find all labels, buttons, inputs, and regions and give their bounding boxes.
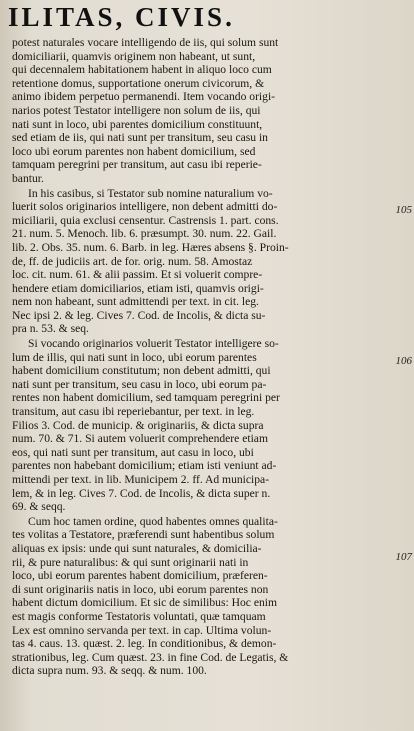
text-line: miciliarii, quia exclusi censentur. Castrensis 1. part. cons.	[12, 213, 279, 227]
text-line: dicta supra num. 93. & seqq. & num. 100.	[12, 664, 207, 678]
text-line: nati sunt in loco, ubi parentes domicilium constituunt,	[12, 117, 263, 131]
body-text	[12, 36, 380, 678]
text-line: tes volitas a Testatore, præferendi sunt habentibus solum	[12, 528, 275, 542]
text-line: aliquas ex ipsis: unde qui sunt naturales, & domicilia-	[12, 541, 262, 555]
text-line: potest naturales vocare intelligendo de iis, qui solum sunt	[12, 36, 279, 49]
text-line: lem, & in leg. Cives 7. Cod. de Incolis, & dicta super n.	[12, 486, 271, 500]
text-line: loc. cit. num. 61. & alii passim. Et si voluerit compre-	[12, 268, 263, 282]
text-line: Nec ipsi 2. & leg. Cives 7. Cod. de Incolis, & dicta su-	[12, 308, 266, 322]
text-line: de, ff. de judiciis art. de for. orig. num. 58. Amostaz	[12, 254, 253, 268]
text-line: strationibus, leg. Cum quæst. 23. in fine Cod. de Legatis, &	[12, 650, 289, 664]
text-line: pra n. 53. & seq.	[12, 322, 89, 336]
text-line: transitum, aut casu ibi reperiebantur, per text. in leg.	[12, 405, 255, 419]
text-line: lib. 2. Obs. 35. num. 6. Barb. in leg. Hæres absens §. Proin-	[12, 240, 289, 254]
text-line: Cum hoc tamen ordine, quod habentes omnes qualita-	[28, 514, 278, 528]
text-line: loco ubi eorum parentes non habent domicilium, sed	[12, 144, 256, 158]
paragraph	[12, 337, 380, 514]
text-line: nem non habeant, sunt admittendi per text. in cit. leg.	[12, 295, 259, 309]
text-line: rii, & pure naturalibus: & qui sunt originarii nati in	[12, 555, 249, 569]
text-line: mittendi per text. in lib. Municipem 2. ff. Ad municipa-	[12, 473, 270, 486]
margin-number-107: 107	[395, 551, 412, 563]
running-head: ILITAS, CIVIS.	[8, 2, 235, 32]
text-line: In his casibus, si Testator sub nomine naturalium vo-	[28, 186, 273, 200]
text-line: 21. num. 5. Menoch. lib. 6. præsumpt. 30. num. 22. Gail.	[12, 227, 277, 241]
text-line: animo ibidem perpetuo permanendi. Item vocando origi-	[12, 90, 276, 104]
text-line: tas 4. caus. 13. quæst. 2. leg. In conditionibus, & demon-	[12, 637, 277, 651]
text-line: habent domicilium constitutum; non debent admitti, qui	[12, 364, 271, 378]
text-line: Lex est omnino servanda per text. in cap. Ultima volun-	[12, 623, 272, 637]
text-line: di sunt originariis natis in loco, ubi eorum parentes non	[12, 582, 269, 596]
text-line: sed etiam de iis, qui nati sunt per transitum, seu casu in	[12, 131, 268, 145]
text-line: est magis conforme Testatoris voluntati, quæ tamquam	[12, 609, 266, 623]
margin-number-105: 105	[395, 204, 412, 216]
text-line: 69. & seqq.	[12, 500, 66, 514]
paragraph	[12, 187, 380, 337]
text-line: Filios 3. Cod. de municip. & originariis, & dicta supra	[12, 418, 264, 432]
margin-number-106: 106	[395, 355, 412, 367]
text-line: hendere etiam domiciliarios, etiam isti, quamvis origi-	[12, 281, 264, 295]
text-line: tamquam peregrini per transitum, aut casu ibi reperie-	[12, 158, 262, 172]
text-line: narios potest Testator intelligere non solum de iis, qui	[12, 103, 261, 117]
text-line: nati sunt per transitum, seu casu in loco, ubi eorum pa-	[12, 377, 267, 391]
text-line: loco, ubi eorum parentes habent domicilium, præferen-	[12, 569, 268, 583]
text-line: habent dictum domicilium. Et sic de similibus: Hoc enim	[12, 596, 278, 610]
text-line: luerit solos originarios intelligere, non debent admitti do-	[12, 200, 278, 214]
paragraph	[12, 515, 380, 678]
text-line: parentes non habebant domicilium; etiam isti veniunt ad-	[12, 459, 277, 473]
text-line: rentes non habent domicilium, sed tamquam peregrini per	[12, 391, 280, 405]
text-line: eos, qui nati sunt per transitum, aut casu in loco, ubi	[12, 445, 254, 459]
text-line: qui decennalem habitationem habent in aliquo loco cum	[12, 63, 272, 77]
paragraph	[12, 36, 380, 186]
text-line: bantur.	[12, 171, 44, 185]
text-line: domiciliarii, quamvis originem non habeant, ut sunt,	[12, 49, 256, 63]
text-line: retentione domus, supportatione onerum civicorum, &	[12, 76, 265, 90]
text-line: Si vocando originarios voluerit Testator intelligere so-	[28, 337, 279, 351]
text-line: num. 70. & 71. Si autem voluerit comprehendere etiam	[12, 432, 268, 446]
text-line: lum de illis, qui nati sunt in loco, ubi eorum parentes	[12, 350, 257, 364]
